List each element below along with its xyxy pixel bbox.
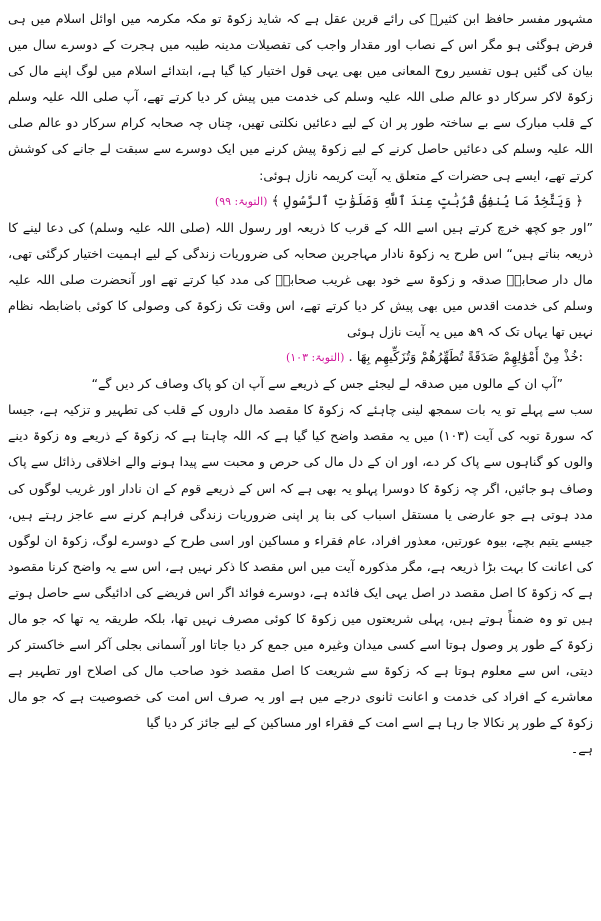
paragraph-verse-translation: ”اور جو کچھ خرچ کرتے ہیں اسے اللہ کے قرب کا ذریعہ اور رسول اللہ (صلی اللہ علیہ وسلم) کی دعا لینے کا ذریعہ بناتے ہیں“ اس طرح یہ زکوۃ نادار مہاجرین صحابہ کی ضروریات زندگی کے لیے اہمیت اختیار کرگئی تھی، مال دار صحابہؓ صدقہ و زکوۃ سے خود بھی غریب صحابہؓ کی مدد کیا کرتے تھے اور آنحضرت صلی اللہ علیہ وسلم کی خدمت اقدس میں بھی پیش کر دیا کرتے تھے، اس وقت تک زکوۃ کی وصولی کا کوئی باضابطہ نظام نہیں تھا یہاں تک کہ ۹ھ میں یہ آیت نازل ہوئی <box>8 219 593 340</box>
verse-reference: (التوبۃ: ۹۹) <box>214 194 268 208</box>
verse-translation-quote: ”آپ ان کے مالوں میں صدقہ لے لیجئے جس کے ذریعے سے آپ ان کو پاک وصاف کر دیں گے“ <box>91 376 563 392</box>
paragraph-zakat-purpose: سب سے پہلے تو یہ بات سمجھ لینی چاہئے کہ زکوۃ کا مقصد مال داروں کے قلب کی تطہیر و تزکیہ ہے، جیسا کہ سورۃ توبہ کی آیت (۱۰۳) میں یہ مقصد واضح کیا گیا ہے کہ اللہ چاہتا ہے کہ زکوۃ کے ذریعے وہ زکوۃ دینے والوں کو گناہوں سے پاک کر دے، اور ان کے دل مال کی حرص و محبت سے پیدا ہونے والے اخلاقی رذائل سے پاک وصاف ہو جائیں، اگر چہ زکوۃ کا دوسرا پہلو یہ بھی ہے کہ اس کے ذریعے قوم کے ان نادار اور غریب لوگوں کی مدد ہوتی ہے جو عارضی یا مستقل اسباب کی بنا پر اپنی ضروریات زندگی فراہم کرنے سے عاجز رہتے ہیں، جیسے یتیم بچے، بیوہ عورتیں، معذور افراد، عام فقراء و مساکین اور اسی طرح کے دوسرے لوگ، زکوۃ ان لوگوں کی اعانت کا بہت بڑا ذریعہ ہے، مگر مذکورہ آیت میں اس مقصد کا ذکر نہیں ہے، اس سے یہ واضح کرنا مقصود ہے کہ زکوۃ کا اصل مقصد در اصل یہی ایک فائدہ ہے، دوسرے فوائد اگر اس فریضے کی ادائیگی سے حاصل ہوتے ہیں تو وہ ضمناً ہوتے ہیں، پہلی شریعتوں میں زکوۃ کا کوئی مصرف نہیں تھا، بلکہ طریقہ یہ تھا کہ جو مال زکوۃ کے طور پر وصول ہوتا اسے کسی میدان وغیرہ میں جمع کر دیا جاتا اور آسمانی بجلی آکر اسے خاکستر کر دیتی، اس سے معلوم ہوتا ہے کہ زکوۃ سے شریعت کا اصل مقصد خود صاحب مال کی اصلاح اور تطہیر ہے معاشرے کے افراد کی خدمت و اعانت ثانوی درجے میں ہے اور یہ صرف اس امت کی خصوصیت ہے کہ جو مال زکوۃ کے طور پر نکالا جا رہا ہے اسے امت کے فقراء اور مساکین کے لیے جائز کر دیا گیا <box>8 402 593 731</box>
paragraph-ending: ہے۔ <box>570 741 593 757</box>
quran-verse-tawbah-103 <box>8 345 593 371</box>
verse-text: ﴿ وَيَتَّخِذُ مَا يُنفِقُ قُرُبَٰتٍ عِندَ ٱللَّهِ وَصَلَوَٰتِ ٱلرَّسُولِ ﴾ <box>271 193 583 209</box>
paragraph-zakat-history: مشہور مفسر حافظ ابن کثیرؒ کی رائے قرین عقل ہے کہ شاید زکوۃ تو مکہ مکرمہ میں اوائل اسلام میں ہی فرض ہوگئی ہو مگر اس کے نصاب اور مقدار واجب کی تفصیلات مدینہ طیبہ میں ہجرت کے دوسرے سال میں بیان کی گئیں ہوں تفسیر روح المعانی میں بھی یہی قول اختیار کیا گیا ہے، ابتدائے اسلام میں لوگ اپنے مال کی زکوۃ لاکر سرکار دو عالم صلی اللہ علیہ وسلم کی خدمت میں پیش کر دیا کرتے تھے، آپ صلی اللہ علیہ وسلم کے قلب مبارک سے بے ساختہ طور پر ان کے لیے دعائیں نکلتی تھیں، چناں چہ صحابہ کرام سرکار دو عالم صلی اللہ علیہ وسلم کی دعائیں حاصل کرنے کے لیے زکوۃ پیش کرنے میں ایک دوسرے سے سبقت لے جانے کی کوشش کرتے تھے، ایسے ہی حضرات کے متعلق یہ آیت کریمہ نازل ہوئی: <box>8 11 593 183</box>
verse-reference: (التوبۃ: ۱۰۳) <box>285 351 345 365</box>
quran-verse-tawbah-99 <box>8 189 593 215</box>
verse-text: :خُذْ مِنْ أَمْوَٰلِهِمْ صَدَقَةً تُطَهِّرُهُمْ وَتُزَكِّيهِم بِهَا . <box>348 350 583 366</box>
